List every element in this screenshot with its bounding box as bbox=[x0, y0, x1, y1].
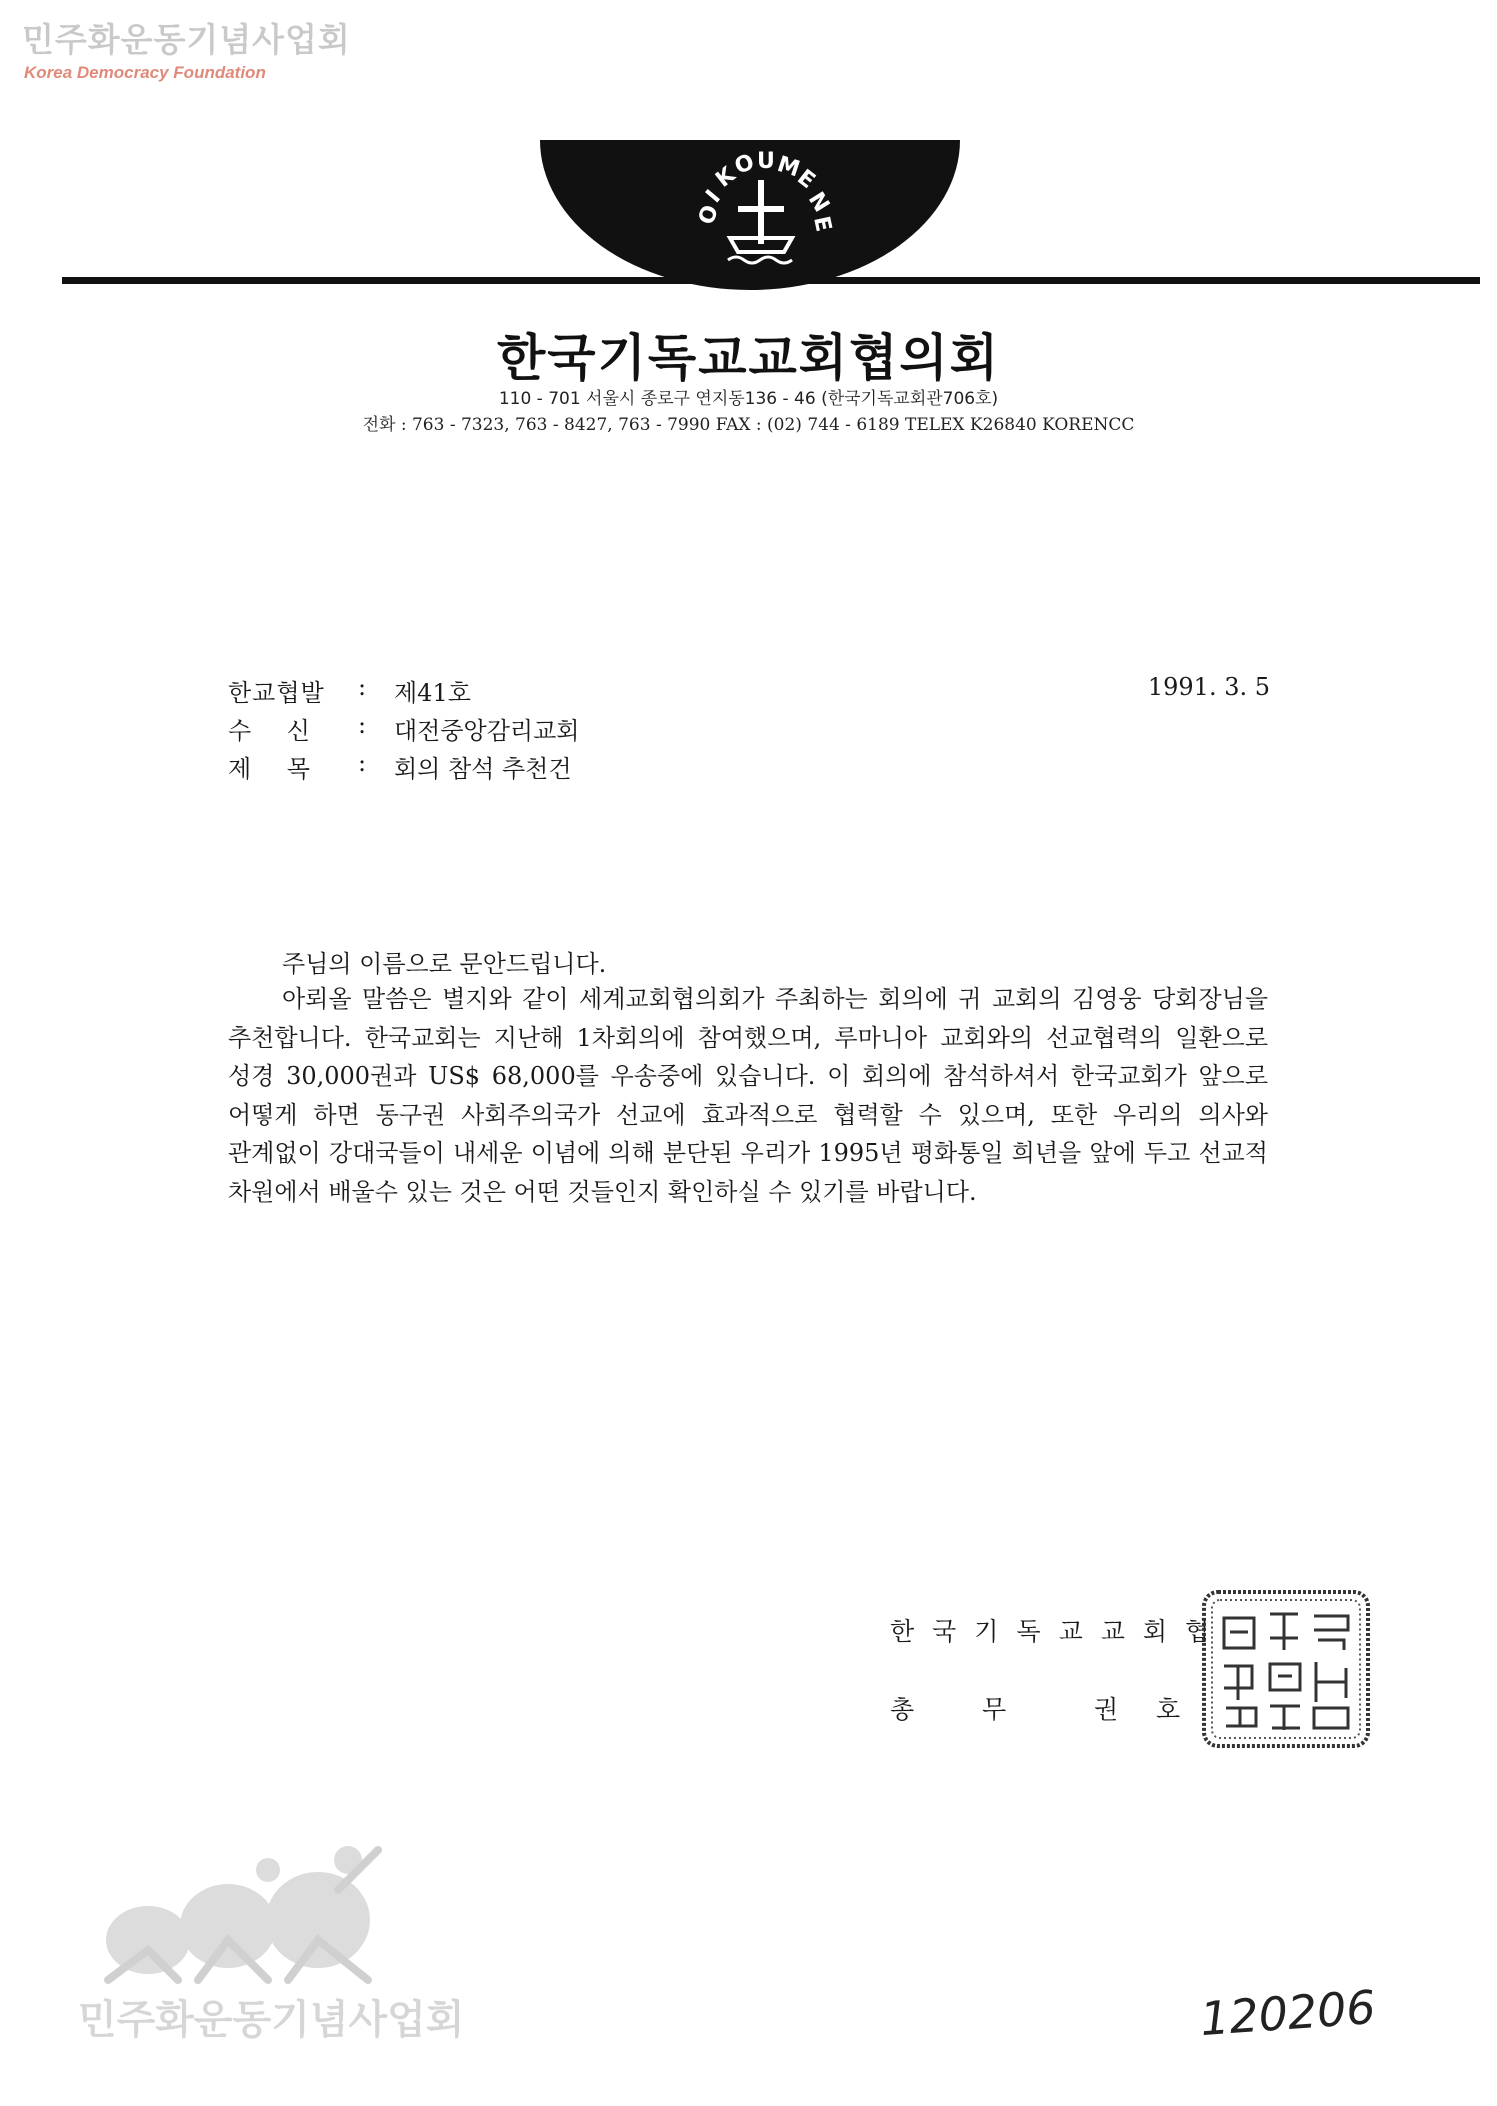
logo-letter: E bbox=[792, 165, 820, 194]
org-address: 110 - 701 서울시 종로구 연지동136 - 46 (한국기독교회관706호) bbox=[498, 389, 999, 409]
logo-cross-horizontal bbox=[738, 206, 784, 212]
signature-org: 한국기독교교회협 bbox=[890, 1617, 1228, 1646]
greeting: 주님의 이름으로 문안드립니다. bbox=[282, 950, 607, 978]
signature-role-char: 무 bbox=[982, 1695, 1007, 1724]
logo-letter: O bbox=[731, 149, 758, 180]
seal-inner-border bbox=[1212, 1600, 1360, 1738]
separator: : bbox=[358, 673, 367, 701]
archive-number: 120206 bbox=[1198, 1979, 1378, 2047]
logo-letter: K bbox=[711, 162, 741, 193]
document-date: 1991. 3. 5 bbox=[1147, 673, 1270, 701]
signature-role bbox=[890, 1690, 1190, 1726]
signature-role-char: 권 bbox=[1094, 1695, 1119, 1724]
seal-glyph bbox=[1224, 1618, 1254, 1648]
signature-role-char: 호 bbox=[1156, 1695, 1181, 1724]
subject-row bbox=[228, 749, 572, 784]
watermark-figure bbox=[266, 1872, 370, 1968]
official-seal-icon bbox=[1200, 1588, 1372, 1750]
logo-letter: N bbox=[802, 187, 834, 217]
seal-glyph bbox=[1316, 1662, 1346, 1702]
seal-glyph bbox=[1314, 1708, 1348, 1728]
watermark-figure bbox=[106, 1906, 190, 1974]
logo-letter: I bbox=[701, 185, 726, 208]
doc-number-row bbox=[228, 673, 471, 708]
seal-glyph bbox=[1270, 1614, 1298, 1650]
doc-number-value: 제41호 bbox=[394, 679, 471, 707]
seal-glyph bbox=[1226, 1708, 1256, 1726]
subject-value: 회의 참석 추천건 bbox=[394, 755, 572, 783]
seal-glyph bbox=[1224, 1666, 1252, 1700]
separator: : bbox=[358, 749, 367, 777]
oikoumene-logo-icon bbox=[540, 140, 960, 290]
logo-letter: O bbox=[694, 201, 725, 229]
watermark-title: 민주화운동기념사업회 bbox=[22, 20, 351, 59]
subject-label: 제 목 bbox=[228, 755, 311, 783]
logo-letter: U bbox=[757, 149, 775, 174]
watermark-figure bbox=[180, 1884, 276, 1968]
letterhead-rule bbox=[62, 277, 1480, 284]
watermark-bottom-title: 민주화운동기념사업회 bbox=[78, 1997, 465, 2043]
seal-glyph bbox=[1314, 1616, 1348, 1650]
body-paragraph: 아뢰올 말씀은 별지와 같이 세계교회협의회가 주최하는 회의에 귀 교회의 김영웅 당회장님을 추천합니다. 한국교회는 지난해 1차회의에 참여했으며, 루마니아 교회와의 선교협력의 일환으로 성경 30,000권과 US$ 68,000를 우송중에 있습니다. 이 회의에 참석하셔서 한국교회가 앞으로 어떻게 하면 동구권 사회주의국가 선교에 효과적으로 협력할 수 있으며, 또한 우리의 의사와 관계없이 강대국들이 내세운 이념에 의해 분단된 우리가 1995년 평화통일 희년을 앞에 두고 선교적 차원에서 배울수 있는 것은 어떤 것들인지 확인하실 수 있기를 바랍니다. bbox=[228, 985, 1268, 1206]
signature-role-char: 총 bbox=[890, 1695, 915, 1724]
watermark-figures-icon bbox=[78, 1830, 418, 2000]
org-contact: 전화 : 763 - 7323, 763 - 8427, 763 - 7990 FAX : (02) 744 - 6189 TELEX K26840 KORENCC bbox=[362, 415, 1135, 435]
org-name: 한국기독교교회협의회 bbox=[497, 329, 1000, 387]
seal-glyph bbox=[1270, 1706, 1300, 1730]
watermark-subtitle: Korea Democracy Foundation bbox=[24, 63, 266, 82]
logo-letter: M bbox=[774, 151, 803, 183]
watermark-head bbox=[256, 1858, 280, 1882]
separator: : bbox=[358, 711, 367, 739]
recipient-value: 대전중앙감리교회 bbox=[394, 717, 580, 745]
doc-number-label: 한교협발 bbox=[228, 679, 325, 707]
logo-letter: E bbox=[808, 214, 836, 234]
recipient-row bbox=[228, 711, 579, 746]
recipient-label: 수 신 bbox=[228, 717, 311, 745]
seal-glyph bbox=[1270, 1664, 1300, 1690]
